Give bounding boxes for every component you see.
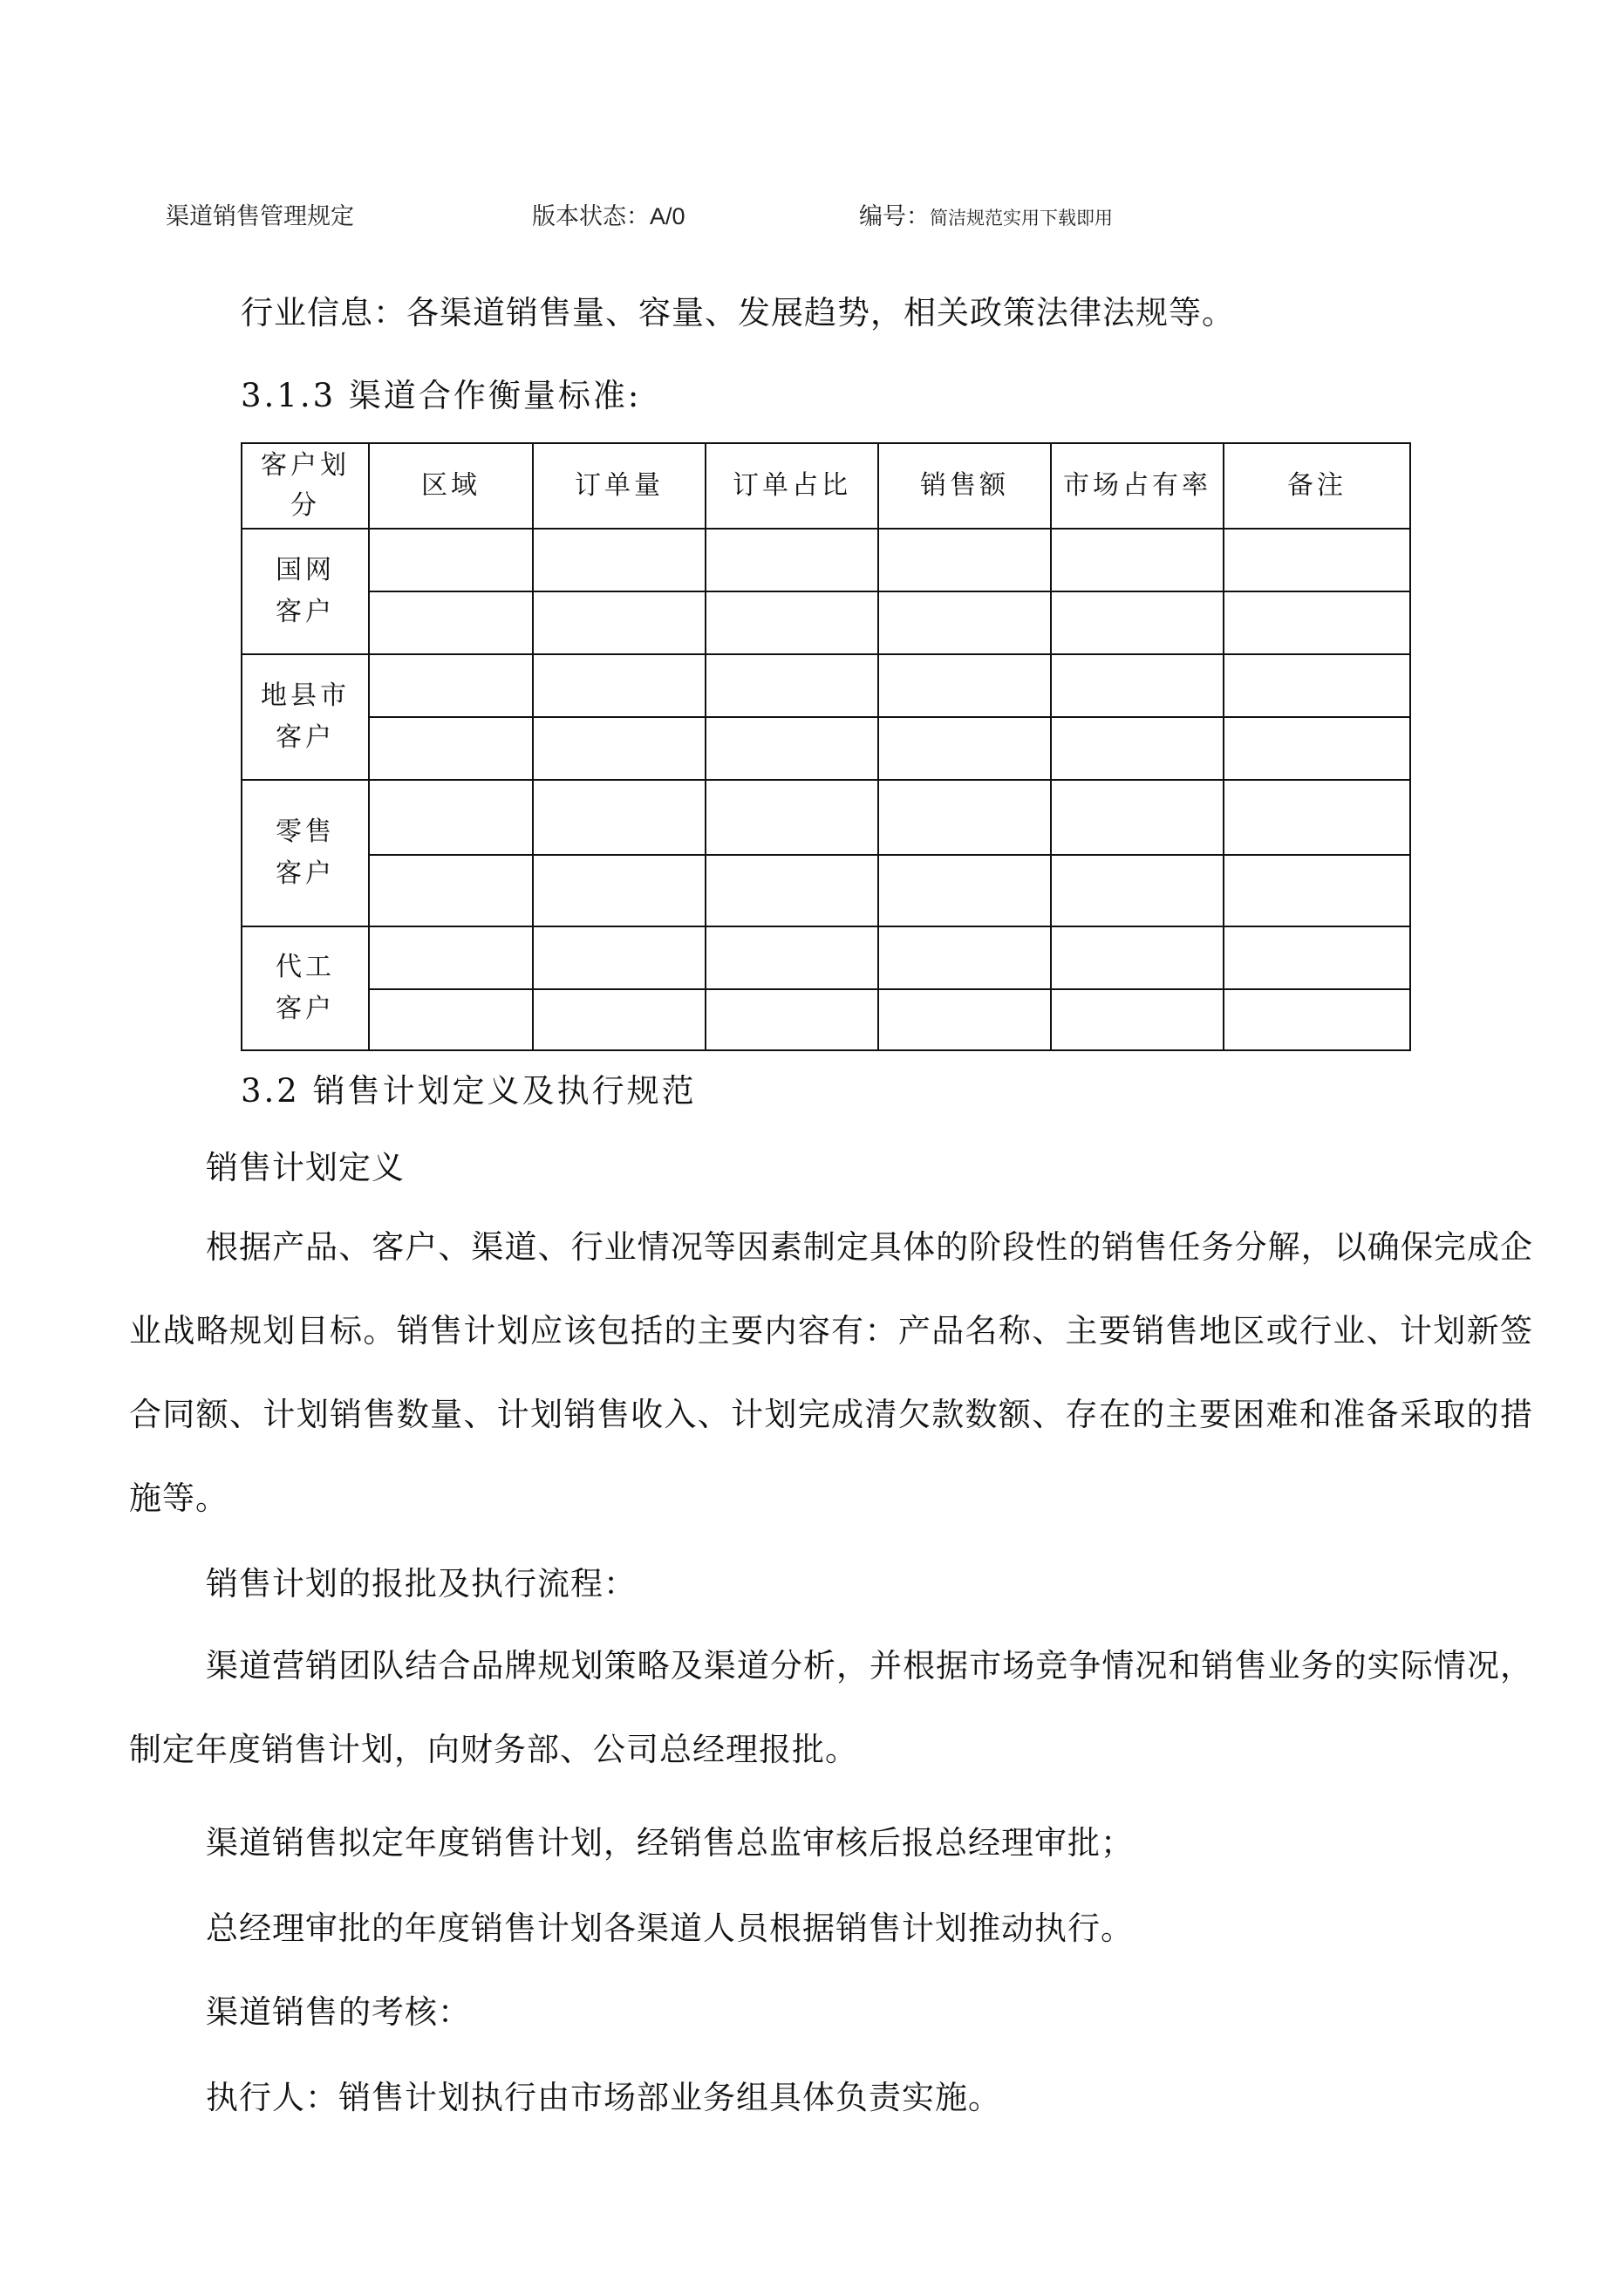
approval-step-3: 总经理审批的年度销售计划各渠道人员根据销售计划推动执行。 (206, 1910, 1134, 1947)
table-cell (533, 926, 706, 989)
header-version-value: A/0 (650, 203, 685, 229)
header-cell-order-volume: 订单量 (533, 443, 706, 529)
table-cell (878, 989, 1051, 1050)
plan-definition-title: 销售计划定义 (206, 1149, 405, 1186)
header-number-label: 编号： (859, 203, 930, 230)
table-cell (1051, 780, 1224, 855)
table-cell (533, 855, 706, 926)
category-cell-oem (242, 926, 369, 1050)
category-line: 国网 (276, 555, 335, 585)
table-cell (706, 780, 878, 855)
category-cell-state-grid (242, 529, 369, 654)
header-number (859, 197, 1113, 231)
header-cell-order-share: 订单占比 (706, 443, 878, 529)
table-row (242, 855, 1410, 926)
header-version-label: 版本状态： (532, 203, 650, 230)
table-cell (878, 591, 1051, 654)
table-cell (878, 855, 1051, 926)
table-cell (706, 926, 878, 989)
table-header-row (242, 443, 1410, 529)
table-cell (1224, 855, 1410, 926)
category-line: 零售 (276, 817, 335, 847)
table-cell (533, 654, 706, 717)
section-heading-3-1-3: 3.1.3 渠道合作衡量标准: (241, 377, 642, 414)
table-cell (1224, 591, 1410, 654)
table-cell (1051, 717, 1224, 780)
approval-flow-title: 销售计划的报批及执行流程： (206, 1565, 637, 1602)
table-cell (369, 591, 533, 654)
table-cell (369, 926, 533, 989)
table-row (242, 989, 1410, 1050)
table-cell (1051, 855, 1224, 926)
header-version (532, 197, 685, 231)
header-cell-region: 区域 (369, 443, 533, 529)
table-cell (1224, 717, 1410, 780)
table-cell (369, 717, 533, 780)
header-doc-title: 渠道销售管理规定 (166, 203, 354, 230)
category-line: 客户 (276, 994, 335, 1024)
category-cell-retail (242, 780, 369, 926)
table-cell (1224, 654, 1410, 717)
table-row (242, 926, 1410, 989)
table-cell (878, 780, 1051, 855)
table-cell (878, 717, 1051, 780)
table-cell (533, 529, 706, 591)
table-row (242, 780, 1410, 855)
table-cell (878, 654, 1051, 717)
table-cell (369, 989, 533, 1050)
table-cell (1051, 989, 1224, 1050)
header-line: 客户划 (261, 450, 350, 481)
table-cell (369, 654, 533, 717)
header-cell-customer-division (242, 443, 369, 529)
table-row (242, 591, 1410, 654)
header-cell-remarks: 备注 (1224, 443, 1410, 529)
table-cell (706, 591, 878, 654)
table-cell (1224, 780, 1410, 855)
table-cell (533, 591, 706, 654)
table-cell (533, 780, 706, 855)
page-header (166, 197, 1474, 232)
header-cell-sales-amount: 销售额 (878, 443, 1051, 529)
table-cell (1224, 989, 1410, 1050)
table-cell (1224, 529, 1410, 591)
table-row (242, 717, 1410, 780)
category-line: 地县市 (261, 680, 350, 711)
table-cell (369, 855, 533, 926)
table-cell (706, 717, 878, 780)
approval-flow-body: 渠道营销团队结合品牌规划策略及渠道分析，并根据市场竞争情况和销售业务的实际情况，制定年度销售计划，向财务部、公司总经理报批。 (129, 1647, 1533, 1768)
header-line: 分 (290, 490, 320, 521)
table-cell (706, 855, 878, 926)
table-cell (533, 989, 706, 1050)
category-line: 客户 (276, 597, 335, 627)
channel-criteria-table (241, 442, 1411, 1051)
table-cell (1224, 926, 1410, 989)
header-cell-market-share: 市场占有率 (1051, 443, 1224, 529)
category-cell-county-city (242, 654, 369, 780)
table-cell (706, 654, 878, 717)
category-line: 客户 (276, 722, 335, 753)
table-cell (1051, 654, 1224, 717)
table-row (242, 654, 1410, 717)
plan-definition-body: 根据产品、客户、渠道、行业情况等因素制定具体的阶段性的销售任务分解，以确保完成企业战略规划目标。销售计划应该包括的主要内容有：产品名称、主要销售地区或行业、计划新签合同额、计划销售数量、计划销售收入、计划完成清欠款数额、存在的主要困难和准备采取的措施等。 (129, 1228, 1533, 1517)
table-cell (1051, 926, 1224, 989)
assessment-title: 渠道销售的考核： (206, 1993, 471, 2031)
header-number-value: 简洁规范实用下载即用 (930, 208, 1113, 229)
approval-step-2: 渠道销售拟定年度销售计划，经销售总监审核后报总经理审批； (206, 1824, 1134, 1862)
table-cell (706, 529, 878, 591)
category-line: 客户 (276, 858, 335, 889)
table-cell (878, 529, 1051, 591)
table-cell (369, 529, 533, 591)
intro-line: 行业信息：各渠道销售量、容量、发展趋势，相关政策法律法规等。 (241, 294, 1235, 331)
table-cell (533, 717, 706, 780)
executor-line: 执行人：销售计划执行由市场部业务组具体负责实施。 (206, 2079, 1001, 2116)
table-row (242, 529, 1410, 591)
section-heading-3-2: 3.2 销售计划定义及执行规范 (241, 1072, 697, 1110)
category-line: 代工 (276, 952, 335, 982)
table-cell (878, 926, 1051, 989)
table-cell (1051, 529, 1224, 591)
table-cell (706, 989, 878, 1050)
table-cell (1051, 591, 1224, 654)
table-cell (369, 780, 533, 855)
